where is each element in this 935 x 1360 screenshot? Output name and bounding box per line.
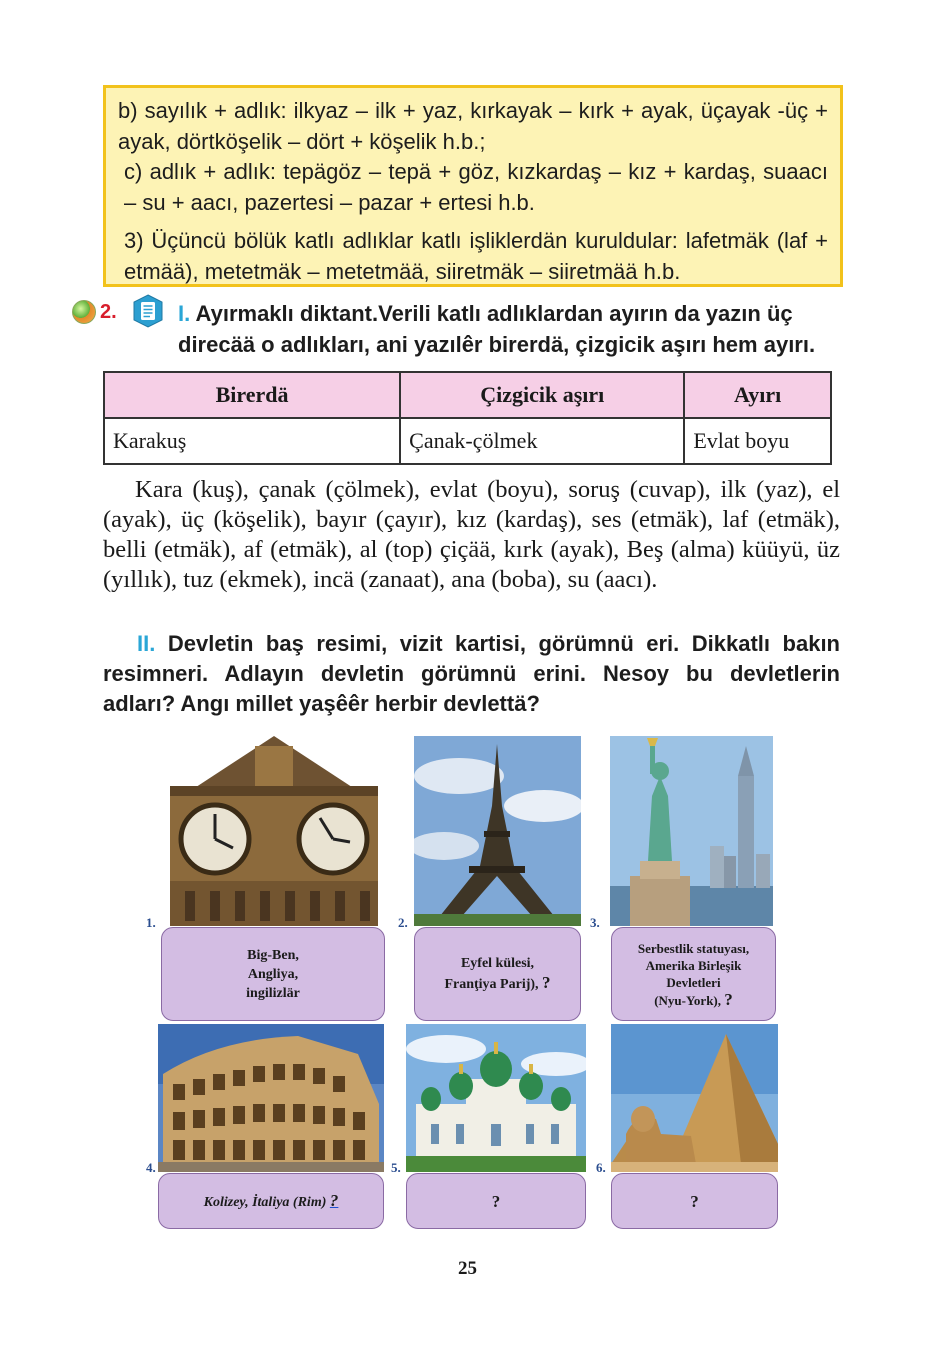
card-question: ? xyxy=(690,1191,699,1211)
info-card xyxy=(414,927,581,1021)
rule-box xyxy=(103,85,843,287)
task2-instruction xyxy=(103,629,840,719)
rule-line-b: b) sayılık + adlık: ilkyaz – ilk + yaz, kırkayak – kırk + ayak, üçayak -üç + ayak, dörtköşelik – dört + köşelik h.b.; xyxy=(118,98,828,154)
photo-number: 5. xyxy=(391,1160,401,1175)
pyramids-photo xyxy=(611,1024,778,1172)
exercise-instruction xyxy=(178,298,840,360)
diktant-table xyxy=(103,371,832,465)
info-card xyxy=(158,1173,384,1229)
photo-number: 3. xyxy=(590,915,600,930)
task2-roman: II. xyxy=(137,631,156,656)
colosseum-photo xyxy=(158,1024,384,1172)
info-card xyxy=(611,1173,778,1229)
card-question: ? xyxy=(491,1191,501,1211)
card-line: Eyfel külesi, xyxy=(460,956,535,971)
table-header: Ayırı xyxy=(684,372,831,418)
word-list-paragraph: Kara (kuş), çanak (çölmek), evlat (boyu), soruş (cuvap), ilk (yaz), el (ayak), üç (köşelik), bayır (çayır), kız (kardaş), ses (etmäk), laf (etmäk), belli (etmäk), af (etmäk), al (top) çiçää, kırk (ayak), Beş (alma) küüyü, üz (yıllık), tuz (ekmek), incä (zanaat), ana (boba), su (aacı). xyxy=(103,476,840,593)
card-line: Angliya, xyxy=(247,966,299,982)
card-line: Devletleri xyxy=(666,974,721,990)
card-line: Big-Ben, xyxy=(247,947,299,963)
rule-line-c: c) adlık + adlık: tepägöz – tepä + göz, kızkardaş – kız + kardaş, suaacı – su + aacı, pazertesi – pazar + ertesi h.b. xyxy=(124,159,828,215)
info-card xyxy=(161,927,385,1021)
part1-roman: I. xyxy=(178,301,191,326)
cathedral-photo xyxy=(406,1024,586,1172)
table-cell: Çanak-çölmek xyxy=(400,418,684,464)
exercise-ball-icon xyxy=(72,300,96,324)
exercise-number-label: 2. xyxy=(100,300,117,323)
exercise-number xyxy=(72,300,117,324)
table-cell: Evlat boyu xyxy=(684,418,831,464)
page-number: 25 xyxy=(458,1258,477,1279)
card-line: (Nyu-York), ? xyxy=(654,989,733,1009)
table-cell: Karakuş xyxy=(104,418,400,464)
card-line: ingilizlär xyxy=(246,985,300,1001)
statue-of-liberty-photo xyxy=(610,736,773,926)
part1-text: Ayırmaklı diktant.Verili katlı adlıklardan ayırın da yazın üç direcää o adlıkları, ani yazılêr birerdä, çizgicik aşırı hem ayırı. xyxy=(178,301,816,357)
rule-line-3: 3) Üçüncü bölük katlı adlıklar katlı işliklerdän kuruldular: lafetmäk (laf + etmää), metetmäk – metetmää, siiretmäk – siiretmää h.b. xyxy=(124,228,828,284)
notebook-icon xyxy=(132,294,164,328)
photo-number: 6. xyxy=(596,1160,606,1175)
card-line: Kolizey, İtaliya (Rim) ? xyxy=(203,1190,339,1210)
card-line: Franţiya Parij), ? xyxy=(444,973,551,992)
big-ben-photo xyxy=(160,736,388,926)
card-line: Serbestlik statuyası, xyxy=(637,940,750,956)
table-row xyxy=(104,418,831,464)
table-header: Çizgicik aşırı xyxy=(400,372,684,418)
card-line: Amerika Birleşik xyxy=(645,957,742,973)
task2-text: Devletin baş resimi, vizit kartisi, görümnü eri. Dikkatlı bakın resimneri. Adlayın devletin görümnü erini. Nesoy bu devletlerin adları? Angı millet yaşêêr herbir devlettä? xyxy=(103,631,840,716)
table-header: Birerdä xyxy=(104,372,400,418)
info-card xyxy=(611,927,776,1021)
photo-number: 1. xyxy=(146,915,156,930)
table-header-row xyxy=(104,372,831,418)
eiffel-tower-photo xyxy=(414,736,581,926)
photo-number: 4. xyxy=(146,1160,156,1175)
info-card xyxy=(406,1173,586,1229)
photo-number: 2. xyxy=(398,915,408,930)
